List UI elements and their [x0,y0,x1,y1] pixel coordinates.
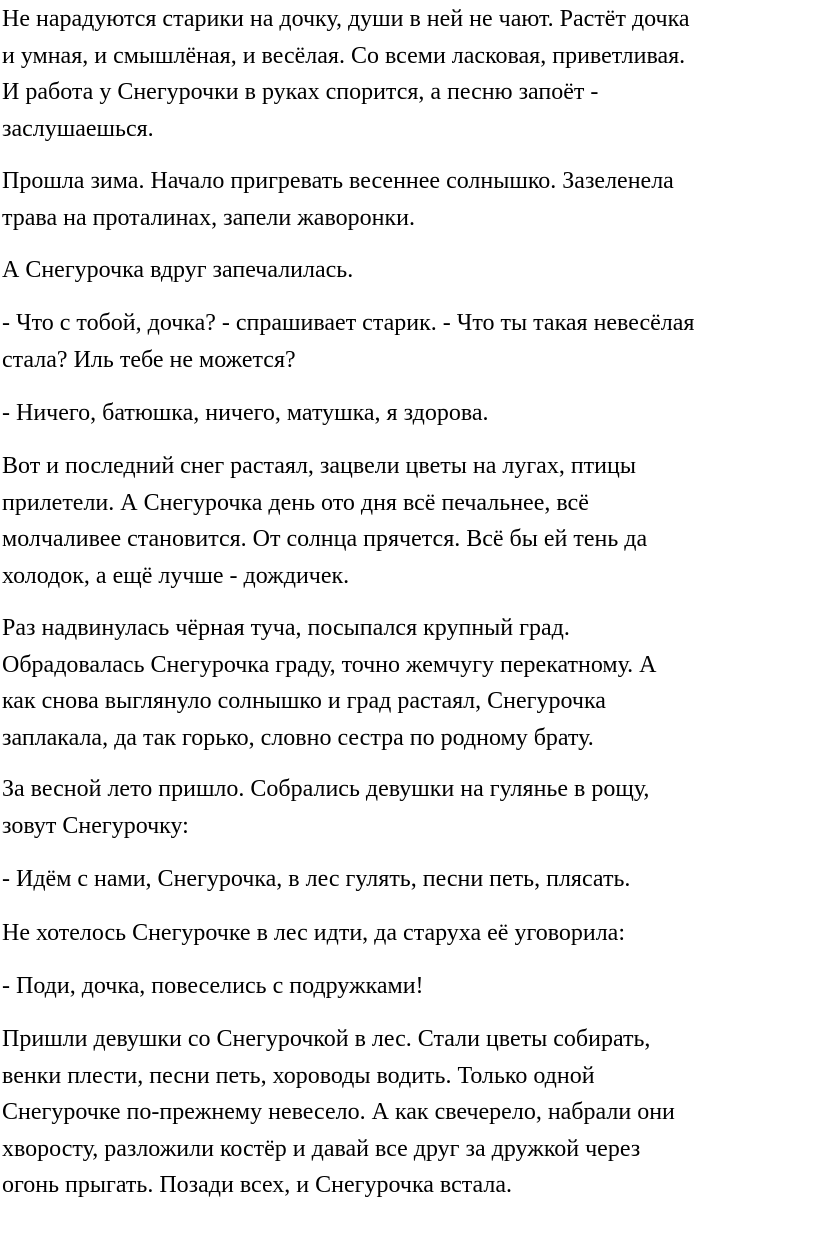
text-line: молчаливее становится. От солнца прячется. Всё бы ей тень да [2,526,648,552]
paragraph-1 [2,1,690,147]
text-line: Не нарадуются старики на дочку, души в ней не чают. Растёт дочка [2,6,690,32]
text-line: стала? Иль тебе не можется? [2,346,296,373]
text-line: Раз надвинулась чёрная туча, посыпался крупный град. [2,615,570,641]
paragraph-7 [2,610,657,756]
text-line: И работа у Снегурочки в руках спорится, а песню запоёт - [2,79,599,105]
paragraph-4 [2,305,694,378]
text-line: заплакала, да так горько, словно сестра по родному брату. [2,724,594,751]
text-line: - Что с тобой, дочка? - спрашивает старик. - Что ты такая невесёлая [2,310,695,336]
paragraph-8 [2,771,649,844]
text-line: венки плести, песни петь, хороводы водить. Только одной [2,1062,595,1089]
text-line: прилетели. А Снегурочка день ото дня всё печальнее, всё [2,489,589,516]
paragraph-2 [2,163,674,236]
text-line: Снегурочке по-прежнему невесело. А как свечерело, набрали они [2,1099,675,1125]
text-line: - Идём с нами, Снегурочка, в лес гулять, песни петь, плясать. [2,866,631,892]
text-line: холодок, а ещё лучше - дождичек. [2,562,350,589]
text-line: зовут Снегурочку: [2,812,189,839]
paragraph-5 [2,395,489,432]
text-line: За весной лето пришло. Собрались девушки на гулянье в рощу, [2,776,650,802]
text-line: - Ничего, батюшка, ничего, матушка, я здорова. [2,400,489,426]
text-line: Пришли девушки со Снегурочкой в лес. Стали цветы собирать, [2,1026,651,1052]
paragraph-11 [2,968,424,1005]
text-line: Прошла зима. Начало пригревать весеннее солнышко. Зазеленела [2,168,674,194]
text-line: хворосту, разложили костёр и давай все друг за дружкой через [2,1135,641,1162]
paragraph-10 [2,915,625,952]
text-line: А Снегурочка вдруг запечалилась. [2,257,354,283]
paragraph-3 [2,252,353,289]
text-line: - Поди, дочка, повеселись с подружками! [2,973,424,999]
paragraph-6 [2,448,647,594]
text-line: огонь прыгать. Позади всех, и Снегурочка встала. [2,1172,513,1198]
text-line: трава на проталинах, запели жаворонки. [2,204,415,231]
paragraph-9 [2,861,630,898]
text-line: Не хотелось Снегурочке в лес идти, да старуха её уговорила: [2,920,626,946]
paragraph-12 [2,1021,675,1204]
text-line: Вот и последний снег растаял, зацвели цветы на лугах, птицы [2,453,636,479]
text-line: Обрадовалась Снегурочка граду, точно жемчугу перекатному. А [2,651,657,678]
text-line: и умная, и смышлёная, и весёлая. Со всеми ласковая, приветливая. [2,42,686,69]
text-line: как снова выглянуло солнышко и град растаял, Снегурочка [2,688,606,714]
text-line: заслушаешься. [2,115,154,142]
